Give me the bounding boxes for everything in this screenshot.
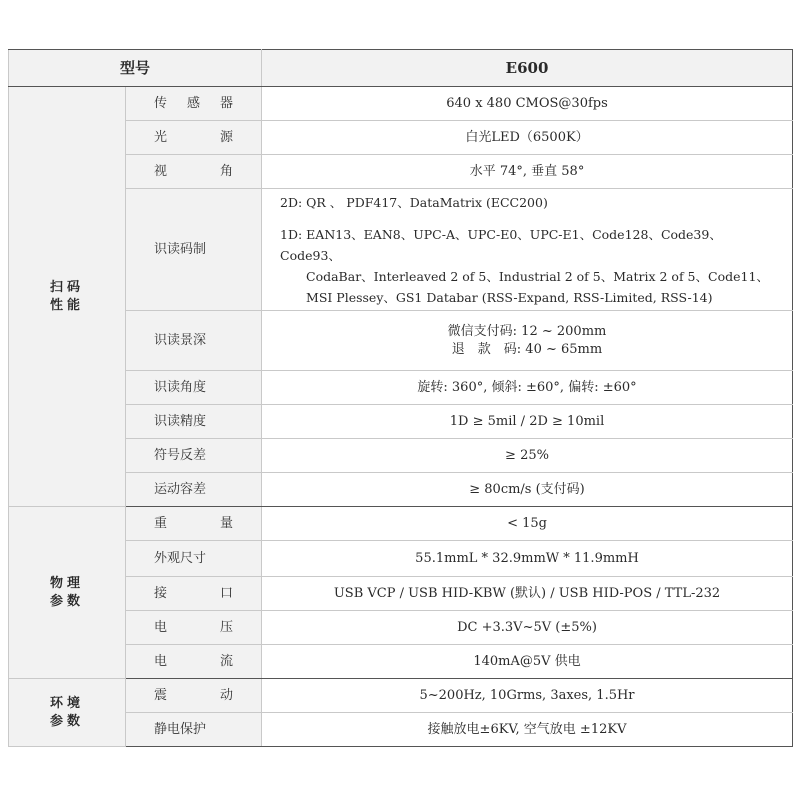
spec-row (9, 87, 793, 121)
spec-value: 55.1mmL * 32.9mmW * 11.9mmH (262, 541, 793, 577)
spec-label-text: 电 压 (154, 619, 234, 635)
spec-row (9, 679, 793, 713)
spec-value: 640 x 480 CMOS@30fps (262, 87, 793, 121)
group-name-line: 环境 (49, 695, 84, 711)
spec-value: DC +3.3V~5V (±5%) (262, 611, 793, 645)
spec-row (9, 155, 793, 189)
spec-label-text: 传 感 器 (154, 95, 234, 111)
spec-value: 接触放电±6KV, 空气放电 ±12KV (262, 713, 793, 747)
spec-label (126, 713, 262, 747)
model-value: E600 (262, 50, 793, 87)
spec-label (126, 645, 262, 679)
spec-value: 1D ≥ 5mil / 2D ≥ 10mil (262, 405, 793, 439)
spec-label-text: 运动容差 (154, 481, 207, 497)
group-physical-params (9, 507, 126, 679)
spec-value: 白光LED（6500K） (262, 121, 793, 155)
spec-value (262, 311, 793, 371)
spec-row (9, 577, 793, 611)
spec-value: ≥ 25% (262, 439, 793, 473)
spec-row (9, 405, 793, 439)
spec-value-line: 退 款 码: 40 ~ 65mm (451, 341, 603, 357)
spec-table (8, 49, 793, 747)
header-row (9, 50, 793, 87)
spec-row (9, 311, 793, 371)
spec-label-text: 震 动 (154, 687, 234, 703)
spec-label (126, 541, 262, 577)
spec-row (9, 189, 793, 311)
spec-label-text: 识读景深 (154, 332, 207, 348)
spec-label (126, 611, 262, 645)
spec-label-text: 静电保护 (154, 721, 207, 737)
spec-value-line: 微信支付码: 12 ~ 200mm (447, 323, 607, 339)
spec-value: USB VCP / USB HID-KBW (默认) / USB HID-POS / TTL-232 (262, 577, 793, 611)
group-name-line: 参数 (49, 713, 84, 729)
group-name-line: 参数 (49, 593, 84, 609)
spec-label (126, 577, 262, 611)
spec-value: 5~200Hz, 10Grms, 3axes, 1.5Hr (262, 679, 793, 713)
spec-label (126, 121, 262, 155)
spec-label-text: 重 量 (154, 515, 234, 531)
spec-value-line: MSI Plessey、GS1 Databar (RSS-Expand, RSS-Limited, RSS-14) (306, 289, 713, 305)
spec-label (126, 507, 262, 541)
spec-label (126, 155, 262, 189)
group-scan-performance (9, 87, 126, 507)
spec-value: ≥ 80cm/s (支付码) (262, 473, 793, 507)
spec-label (126, 439, 262, 473)
group-name-line: 物理 (49, 575, 84, 591)
spec-label (126, 87, 262, 121)
group-name-line: 性能 (49, 297, 84, 313)
spec-row (9, 713, 793, 747)
spec-row (9, 645, 793, 679)
spec-label (126, 189, 262, 311)
spec-value: 旋转: 360°, 倾斜: ±60°, 偏转: ±60° (262, 371, 793, 405)
spec-label (126, 405, 262, 439)
spec-row (9, 473, 793, 507)
spec-row (9, 121, 793, 155)
spec-value-line: 1D: EAN13、EAN8、UPC-A、UPC-E0、UPC-E1、Code128、Code39、 Code93、 (280, 226, 722, 263)
spec-row (9, 439, 793, 473)
model-label: 型号 (9, 50, 262, 87)
spec-label (126, 679, 262, 713)
spec-label (126, 311, 262, 371)
spec-label-text: 电 流 (154, 653, 234, 669)
group-environment-params (9, 679, 126, 747)
spec-row (9, 611, 793, 645)
spec-value: 140mA@5V 供电 (262, 645, 793, 679)
spec-label-text: 识读码制 (154, 241, 207, 257)
spec-value: < 15g (262, 507, 793, 541)
spec-label-text: 外观尺寸 (154, 550, 207, 566)
spec-value-line: 2D: QR 、 PDF417、DataMatrix (ECC200) (280, 194, 548, 210)
spec-value-line: CodaBar、Interleaved 2 of 5、Industrial 2 of 5、Matrix 2 of 5、Code11、 (306, 268, 769, 284)
spec-label (126, 473, 262, 507)
group-name-line: 扫码 (49, 279, 84, 295)
spec-row (9, 541, 793, 577)
spec-row (9, 507, 793, 541)
spec-label-text: 符号反差 (154, 447, 207, 463)
spec-label-text: 识读角度 (154, 379, 207, 395)
spec-label-text: 接 口 (154, 585, 234, 601)
spec-value: 水平 74°, 垂直 58° (262, 155, 793, 189)
spec-label-text: 光 源 (154, 129, 234, 145)
spec-label-text: 视 角 (154, 163, 234, 179)
spec-row (9, 371, 793, 405)
spec-label-text: 识读精度 (154, 413, 207, 429)
spec-label (126, 371, 262, 405)
spec-value (262, 189, 793, 311)
